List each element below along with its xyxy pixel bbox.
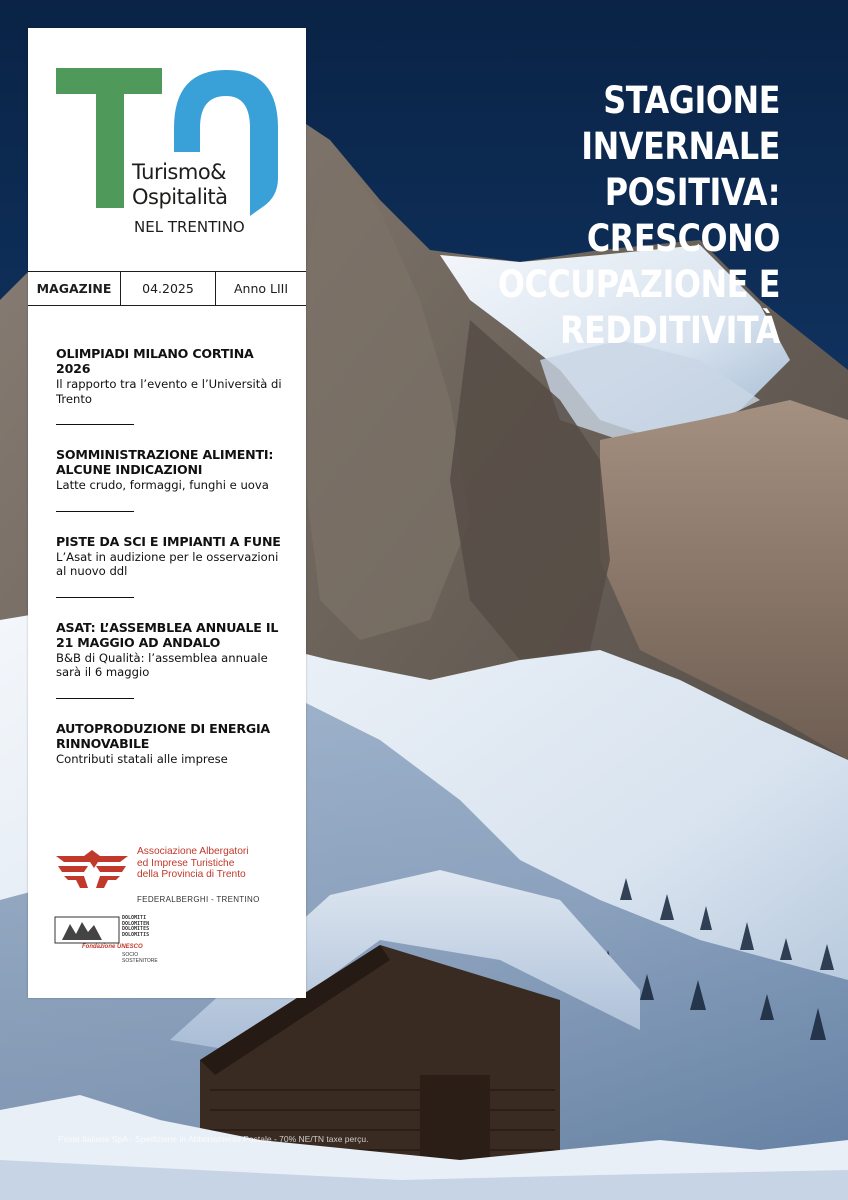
toc-item[interactable] (56, 447, 286, 493)
toc-item-subtitle: B&B di Qualità: l’assemblea annuale sarà il 6 maggio (56, 650, 268, 679)
toc-item-title: AUTOPRODUZIONE DI ENERGIA RINNOVABILE (56, 720, 270, 751)
foundation-role-line: SOCIO (122, 952, 139, 958)
toc-item-subtitle: Latte crudo, formaggi, funghi e uova (56, 478, 269, 492)
toc-item-title: ASAT: L’ASSEMBLEA ANNUALE IL 21 MAGGIO AD ANDALO (56, 619, 279, 650)
dolomiti-label-line: DOLOMITEN (122, 920, 150, 927)
cover-headline: STAGIONE INVERNALE POSITIVA: CRESCONO OCCUPAZIONE E REDDITIVITÀ (497, 79, 780, 352)
volume-year: Anno LIII (233, 281, 289, 296)
association-logo (54, 846, 294, 904)
postal-notice: Poste Italiane SpA - Spedizione in Abbonamento Postale - 70% NE/TN taxe perçu. (58, 1134, 369, 1144)
toc-item[interactable] (56, 721, 286, 767)
association-name-line: della Provincia di Trento (137, 869, 246, 880)
toc-divider (56, 597, 134, 598)
toc-divider (56, 698, 134, 699)
toc-item-title: SOMMINISTRAZIONE ALIMENTI: ALCUNE INDICAZIONI (56, 447, 274, 477)
dolomiti-label-line: DOLOMITI (122, 915, 147, 921)
toc-item-subtitle: Contributi statali alle imprese (56, 751, 228, 766)
toc-divider (56, 424, 134, 425)
toc-item-title: PISTE DA SCI E IMPIANTI A FUNE (56, 533, 281, 549)
foundation-logo (54, 916, 184, 976)
federation-label: FEDERALBERGHI - TRENTINO (137, 895, 260, 904)
toc-item[interactable] (56, 534, 286, 579)
logo-title-line1: Turismo& (132, 160, 227, 184)
toc-item[interactable] (56, 620, 286, 680)
dolomiti-label-line: DOLOMITES (122, 926, 150, 932)
cover-side-panel (28, 28, 306, 998)
magazine-label: MAGAZINE (28, 272, 121, 305)
association-name-line: ed Imprese Turistiche (137, 857, 235, 869)
logo-tagline: NEL TRENTINO (134, 218, 245, 236)
foundation-role-line: SOSTENITORE (122, 958, 158, 964)
eagle-logo-icon (54, 848, 130, 890)
toc-divider (56, 511, 134, 512)
dolomiti-label-line: DOLOMITIS (122, 931, 150, 938)
toc-item-subtitle: Il rapporto tra l’evento e l’Università di Trento (56, 377, 282, 406)
association-name-line: Associazione Albergatori (137, 846, 249, 857)
issue-number: 04.2025 (121, 272, 216, 305)
dolomites-logo-icon (54, 916, 120, 944)
issue-info-bar (28, 271, 306, 306)
toc-item-title: OLIMPIADI MILANO CORTINA 2026 (56, 346, 254, 376)
foundation-name: Fondazione UNESCO (82, 944, 143, 950)
toc-item-subtitle: L’Asat in audizione per le osservazioni al nuovo ddl (56, 549, 279, 578)
logo-title-line2: Ospitalità (132, 185, 228, 209)
toc-item[interactable] (56, 346, 286, 406)
table-of-contents (56, 346, 286, 766)
